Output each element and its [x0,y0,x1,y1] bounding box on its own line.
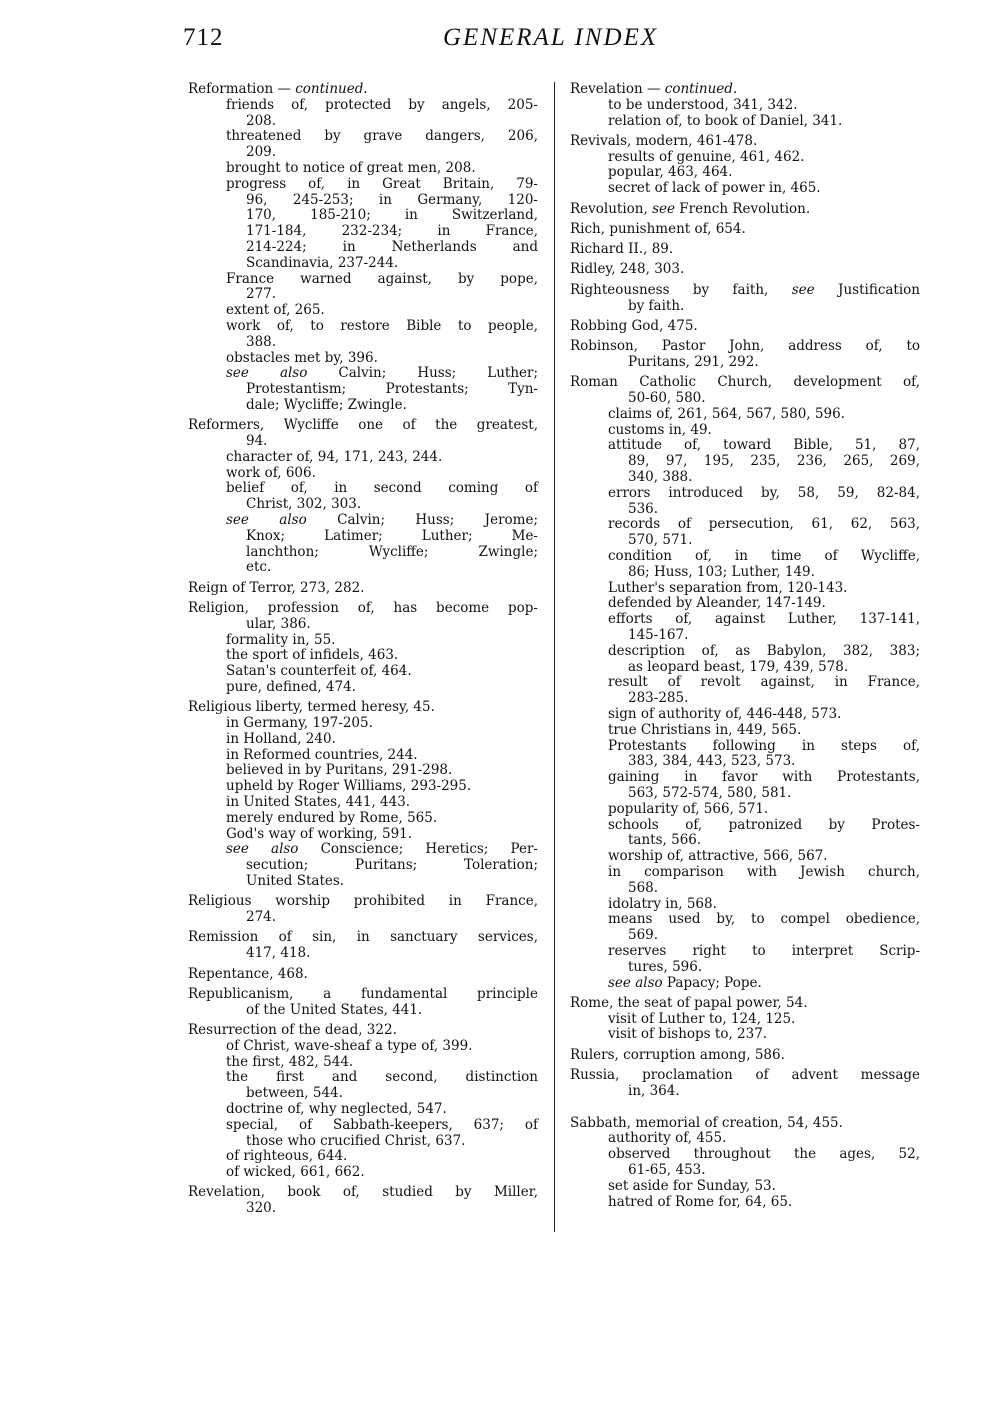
index-entry [188,930,538,962]
index-subentry: 61-65, 453. [628,1162,706,1178]
index-subentry: to be understood, 341, 342. [608,96,798,113]
index-subentry: the first, 482, 544. [226,1053,354,1070]
index-subentry: 208. [246,112,277,129]
index-subentry: threatened by grave dangers, 206, [226,128,538,145]
index-subentry: customs in, 49. [608,421,712,438]
index-subentry: 171-184, 232-234; in France, [246,223,538,240]
index-entry [570,134,920,197]
index-column-left [188,82,538,1221]
index-entry [570,339,920,371]
index-subentry: observed throughout the ages, 52, [608,1146,920,1163]
index-subentry: 170, 185-210; in Switzerland, [246,207,538,224]
index-subentry: 563, 572-574, 580, 581. [628,784,792,801]
index-subentry: condition of, in time of Wycliffe, [608,548,920,565]
index-subentry: sign of authority of, 446-448, 573. [608,705,842,722]
index-subentry: brought to notice of great men, 208. [226,159,476,176]
index-subentry: hatred of Rome for, 64, 65. [608,1193,793,1210]
index-subentry: formality in, 55. [226,631,336,648]
index-subentry: as leopard beast, 179, 439, 578. [628,658,849,675]
index-entry [188,601,538,696]
column-divider [554,82,555,1232]
index-heading: Revolution, see French Revolution. [570,200,811,217]
index-subentry: result of revolt against, in France, [608,674,920,691]
index-entry [188,1185,538,1217]
index-subentry: Protestants following in steps of, [608,737,920,754]
index-entry [570,283,920,315]
index-subentry: Protestantism; Protestants; Tyn- [246,381,538,398]
index-subentry: the sport of infidels, 463. [226,647,399,664]
index-heading: Remission of sin, in sanctuary services, [188,929,538,946]
index-subentry: set aside for Sunday, 53. [608,1177,776,1194]
index-subentry: lanchthon; Wycliffe; Zwingle; [246,543,538,560]
index-subentry: work of, 606. [226,464,316,481]
index-entry [570,319,920,335]
index-subentry: secret of lack of power in, 465. [608,180,821,197]
index-subentry: the first and second, distinction [226,1069,538,1086]
index-subentry: see also Conscience; Heretics; Per- [226,841,538,858]
index-subentry: reserves right to interpret Scrip- [608,942,920,959]
index-heading: Revelation — continued. [570,81,738,97]
page-number: 712 [183,24,224,51]
index-heading: Reign of Terror, 273, 282. [188,579,365,596]
index-subentry: Christ, 302, 303. [246,496,362,513]
index-heading: Repentance, 468. [188,965,308,982]
index-entry [188,967,538,983]
index-entry [570,262,920,278]
index-entry [570,82,920,129]
index-subentry: those who crucified Christ, 637. [246,1132,466,1149]
index-subentry: 277. [246,286,277,303]
index-subentry: of righteous, 644. [226,1148,348,1165]
index-subentry: by faith. [628,297,685,314]
index-subentry: in Germany, 197-205. [226,715,373,732]
index-entry [570,996,920,1043]
index-subentry: of wicked, 661, 662. [226,1164,365,1181]
index-subentry: 570, 571. [628,532,693,549]
index-heading: Revelation, book of, studied by Miller, [188,1184,538,1201]
index-entry [570,242,920,258]
index-subentry: 209. [246,144,277,161]
index-subentry: efforts of, against Luther, 137-141, [608,611,920,628]
index-subentry: in Holland, 240. [226,730,336,747]
index-subentry: claims of, 261, 564, 567, 580, 596. [608,405,845,422]
index-subentry: worship of, attractive, 566, 567. [608,848,828,865]
index-heading: Religion, profession of, has become pop- [188,600,538,616]
index-subentry: Scandinavia, 237-244. [246,254,399,271]
index-subentry: obstacles met by, 396. [226,349,378,366]
index-subentry: extent of, 265. [226,302,325,319]
index-entry [188,987,538,1019]
index-subentry: merely endured by Rome, 565. [226,809,438,826]
index-subentry: dale; Wycliffe; Zwingle. [246,396,407,413]
index-subentry: popularity of, 566, 571. [608,800,769,817]
index-subentry: see also Calvin; Huss; Luther; [226,365,538,382]
index-heading: Rome, the seat of papal power, 54. [570,994,808,1011]
index-subentry: tants, 566. [628,832,702,849]
index-subentry: secution; Puritans; Toleration; [246,857,538,874]
index-subentry: attitude of, toward Bible, 51, 87, [608,437,920,454]
index-subentry: ular, 386. [246,615,311,632]
index-column-right [570,82,920,1215]
index-subentry: special, of Sabbath-keepers, 637; of [226,1116,538,1133]
index-entry [188,700,538,890]
index-subentry: 320. [246,1200,277,1217]
index-subentry: 214-224; in Netherlands and [246,238,538,255]
index-entry [570,1068,920,1100]
index-entry [188,1023,538,1181]
index-subentry: work of, to restore Bible to people, [226,317,538,334]
index-heading: Roman Catholic Church, development of, [570,374,920,391]
index-entry [570,1048,920,1064]
index-heading: Rulers, corruption among, 586. [570,1046,785,1063]
index-heading: Republicanism, a fundamental principle [188,985,538,1002]
index-heading: Religious worship prohibited in France, [188,893,538,910]
index-subentry: 536. [628,500,659,517]
index-heading: Rich, punishment of, 654. [570,220,746,237]
index-subentry: 383, 384, 443, 523, 573. [628,753,796,770]
index-heading: Ridley, 248, 303. [570,261,685,278]
index-subentry: in, 364. [628,1082,680,1099]
index-subentry: Luther's separation from, 120-143. [608,579,848,596]
index-heading: Reformation — continued. [188,81,368,97]
index-subentry: means used by, to compel obedience, [608,911,920,928]
index-entry [570,1116,920,1211]
index-subentry: United States. [246,873,345,890]
index-heading: Richard II., 89. [570,241,674,258]
index-heading: Robbing God, 475. [570,317,698,334]
index-subentry: true Christians in, 449, 565. [608,721,802,738]
index-subentry: 89, 97, 195, 235, 236, 265, 269, [628,453,920,470]
index-subentry: description of, as Babylon, 382, 383; [608,642,920,659]
index-subentry: between, 544. [246,1085,343,1102]
index-subentry: Satan's counterfeit of, 464. [226,663,412,680]
index-subentry: tures, 596. [628,958,703,975]
index-subentry: 274. [246,909,277,926]
index-subentry: 96, 245-253; in Germany, 120- [246,191,538,208]
index-subentry: visit of Luther to, 124, 125. [608,1010,796,1027]
index-entry [188,82,538,414]
index-subentry: of Christ, wave-sheaf a type of, 399. [226,1037,473,1054]
index-subentry: gaining in favor with Protestants, [608,769,920,786]
index-subentry: idolatry in, 568. [608,895,717,912]
index-subentry: upheld by Roger Williams, 293-295. [226,778,472,795]
index-entry [570,222,920,238]
index-subentry: character of, 94, 171, 243, 244. [226,448,443,465]
index-heading: Revivals, modern, 461-478. [570,132,758,149]
index-subentry: popular, 463, 464. [608,164,733,181]
index-subentry: see also Calvin; Huss; Jerome; [226,512,539,529]
index-subentry: schools of, patronized by Protes- [608,816,920,833]
index-subentry: errors introduced by, 58, 59, 82-84, [608,484,920,501]
index-entry [188,418,538,576]
index-subentry: 50-60, 580. [628,390,706,407]
index-subentry: progress of, in Great Britain, 79- [226,175,538,192]
index-subentry: France warned against, by pope, [226,270,538,287]
index-entry [188,581,538,597]
index-subentry: in comparison with Jewish church, [608,863,920,880]
index-heading: Robinson, Pastor John, address of, to [570,338,920,355]
index-entry [570,375,920,991]
running-head: GENERAL INDEX [443,24,659,51]
index-subentry: pure, defined, 474. [226,678,356,695]
index-heading: Resurrection of the dead, 322. [188,1021,397,1038]
index-subentry: Puritans, 291, 292. [628,353,759,370]
index-subentry: in Reformed countries, 244. [226,746,418,763]
index-subentry: 283-285. [628,690,689,707]
index-heading: Righteousness by faith, see Justification [570,281,920,298]
index-subentry: 417, 418. [246,945,311,962]
index-subentry: doctrine of, why neglected, 547. [226,1100,447,1117]
index-heading: Sabbath, memorial of creation, 54, 455. [570,1114,843,1131]
index-subentry: relation of, to book of Daniel, 341. [608,112,843,129]
index-subentry: 145-167. [628,627,689,643]
index-subentry: results of genuine, 461, 462. [608,148,805,165]
index-subentry: 569. [628,927,659,944]
index-subentry: authority of, 455. [608,1130,727,1147]
index-subentry: visit of bishops to, 237. [608,1026,768,1043]
index-heading: Religious liberty, termed heresy, 45. [188,699,435,716]
index-subentry: 340, 388. [628,469,693,486]
index-subentry: God's way of working, 591. [226,825,413,842]
index-entry [188,894,538,926]
index-subentry: 94. [246,433,268,450]
index-subentry: 568. [628,879,659,896]
index-subentry: believed in by Puritans, 291-298. [226,762,453,779]
index-subentry: 86; Huss, 103; Luther, 149. [628,563,815,580]
index-subentry: 388. [246,333,277,350]
index-subentry: in United States, 441, 443. [226,794,411,811]
index-heading: Russia, proclamation of advent message [570,1067,920,1084]
index-subentry: Knox; Latimer; Luther; Me- [246,527,538,544]
index-subentry: etc. [246,559,272,576]
index-subentry: records of persecution, 61, 62, 563, [608,516,920,533]
index-subentry: of the United States, 441. [246,1001,423,1018]
index-subentry: belief of, in second coming of [226,480,538,497]
index-subentry: defended by Aleander, 147-149. [608,595,826,612]
index-entry [570,202,920,218]
index-subentry: see also Papacy; Pope. [608,974,762,991]
index-heading: Reformers, Wycliffe one of the greatest, [188,417,538,434]
index-subentry: friends of, protected by angels, 205- [226,96,538,113]
